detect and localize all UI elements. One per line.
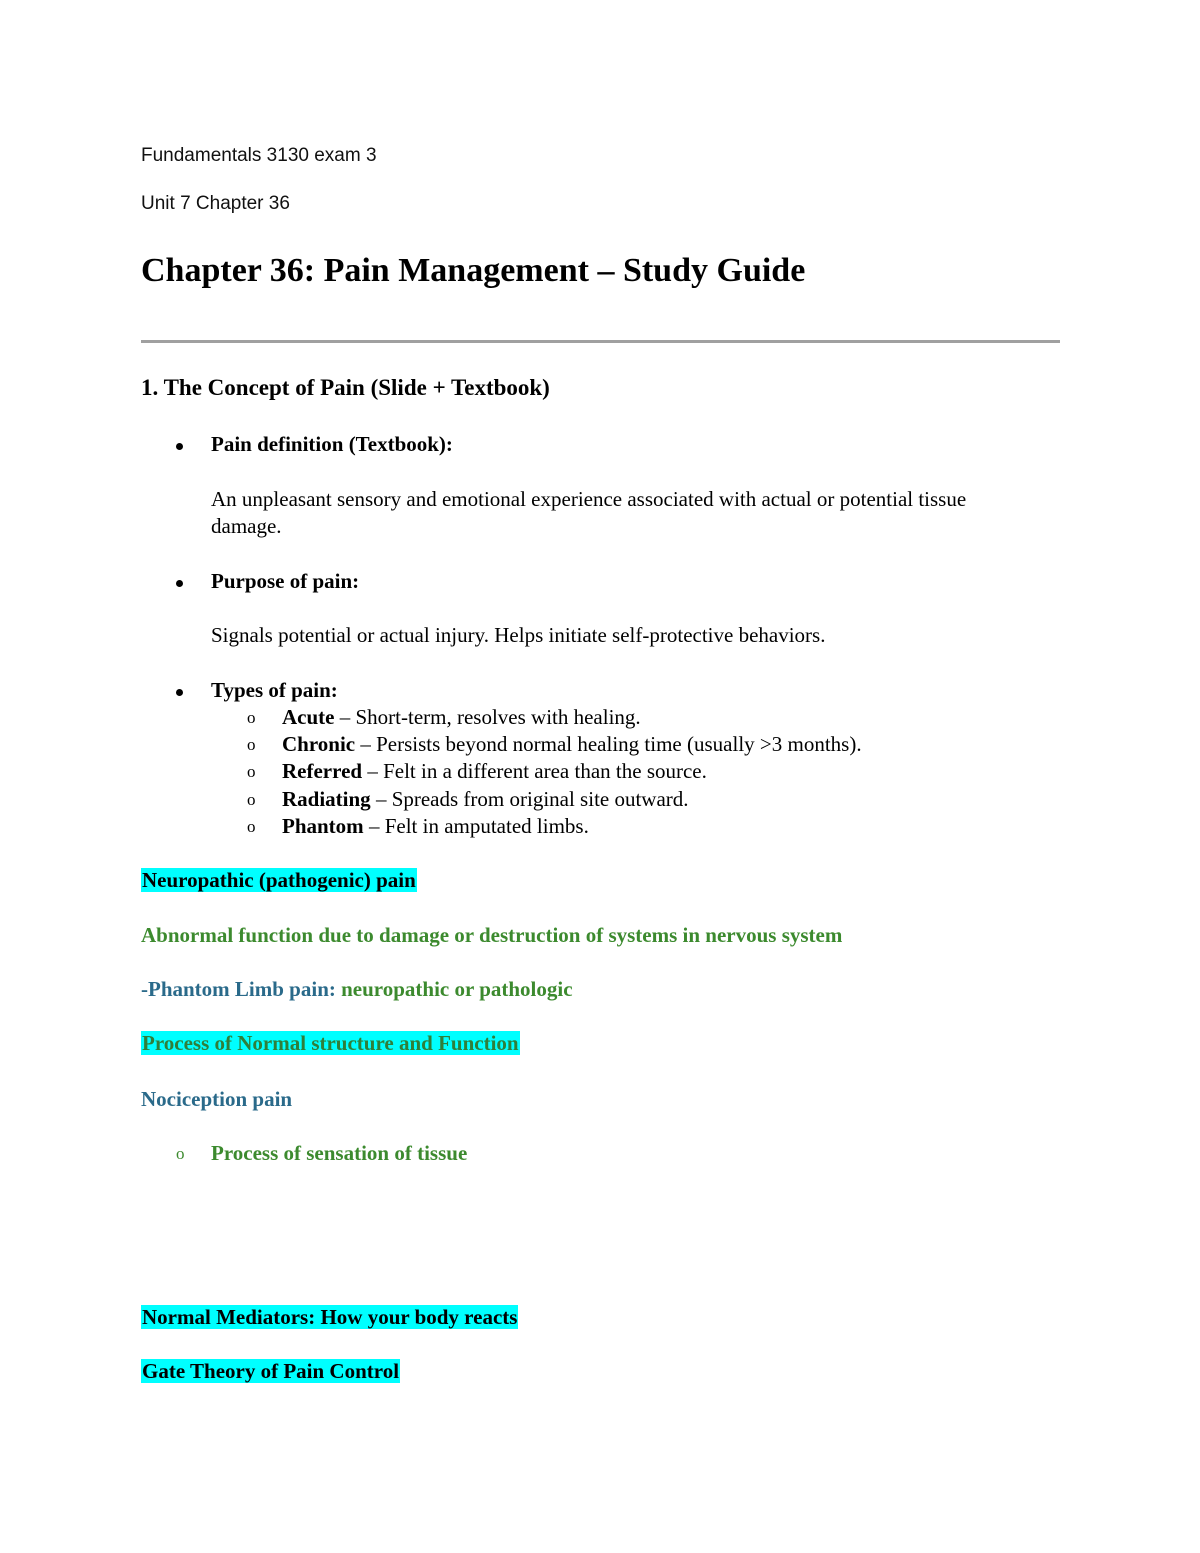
type-term: Chronic [282, 732, 356, 756]
type-term: Referred [282, 759, 363, 783]
phantom-limb-desc: neuropathic or pathologic [335, 977, 573, 1001]
highlighted-text: Neuropathic (pathogenic) pain [142, 868, 416, 892]
bullet-icon [176, 443, 183, 450]
purpose-text: Signals potential or actual injury. Helps initiate self-protective behaviors. [211, 623, 826, 647]
page-title: Chapter 36: Pain Management – Study Guide [141, 252, 806, 289]
section-heading: 1. The Concept of Pain (Slide + Textbook) [141, 375, 550, 400]
type-desc: – Persists beyond normal healing time (usually >3 months). [355, 732, 862, 756]
neuropathic-heading [141, 868, 417, 893]
definition-text-line1: An unpleasant sensory and emotional experience associated with actual or potential tissue [211, 487, 967, 511]
open-circle-icon: o [176, 1144, 185, 1163]
course-header: Fundamentals 3130 exam 3 [141, 145, 377, 166]
type-term: Phantom [282, 814, 364, 838]
phantom-limb-note [141, 977, 573, 1002]
list-item [282, 787, 689, 812]
bullet-icon [176, 689, 183, 696]
type-desc: – Felt in a different area than the source. [362, 759, 707, 783]
types-label: Types of pain: [211, 678, 338, 702]
type-desc: – Short-term, resolves with healing. [334, 705, 641, 729]
open-circle-icon: o [247, 790, 256, 809]
list-item [282, 705, 641, 730]
gate-theory-heading [141, 1359, 400, 1384]
highlighted-text: Gate Theory of Pain Control [142, 1359, 400, 1383]
abnormal-function-note: Abnormal function due to damage or destruction of systems in nervous system [141, 923, 843, 947]
process-normal-heading [141, 1031, 520, 1056]
open-circle-icon: o [247, 708, 256, 727]
normal-mediators-heading [141, 1305, 518, 1330]
list-item [282, 814, 589, 839]
open-circle-icon: o [247, 762, 256, 781]
highlighted-text: Normal Mediators: How your body reacts [142, 1305, 518, 1329]
list-item [282, 759, 707, 784]
type-desc: – Felt in amputated limbs. [363, 814, 589, 838]
horizontal-rule [141, 340, 1060, 343]
open-circle-icon: o [247, 735, 256, 754]
highlighted-text: Process of Normal structure and Function [142, 1031, 519, 1055]
type-desc: – Spreads from original site outward. [370, 787, 689, 811]
list-item [282, 732, 862, 757]
type-term: Radiating [282, 787, 371, 811]
unit-header: Unit 7 Chapter 36 [141, 193, 290, 214]
definition-label: Pain definition (Textbook): [211, 432, 453, 456]
definition-text-line2: damage. [211, 514, 282, 538]
purpose-label: Purpose of pain: [211, 569, 360, 593]
bullet-icon [176, 580, 183, 587]
open-circle-icon: o [247, 817, 256, 836]
nociception-heading: Nociception pain [141, 1087, 293, 1111]
process-sensation-item: Process of sensation of tissue [211, 1141, 468, 1165]
phantom-limb-label: -Phantom Limb pain: [141, 977, 336, 1001]
type-term: Acute [282, 705, 335, 729]
